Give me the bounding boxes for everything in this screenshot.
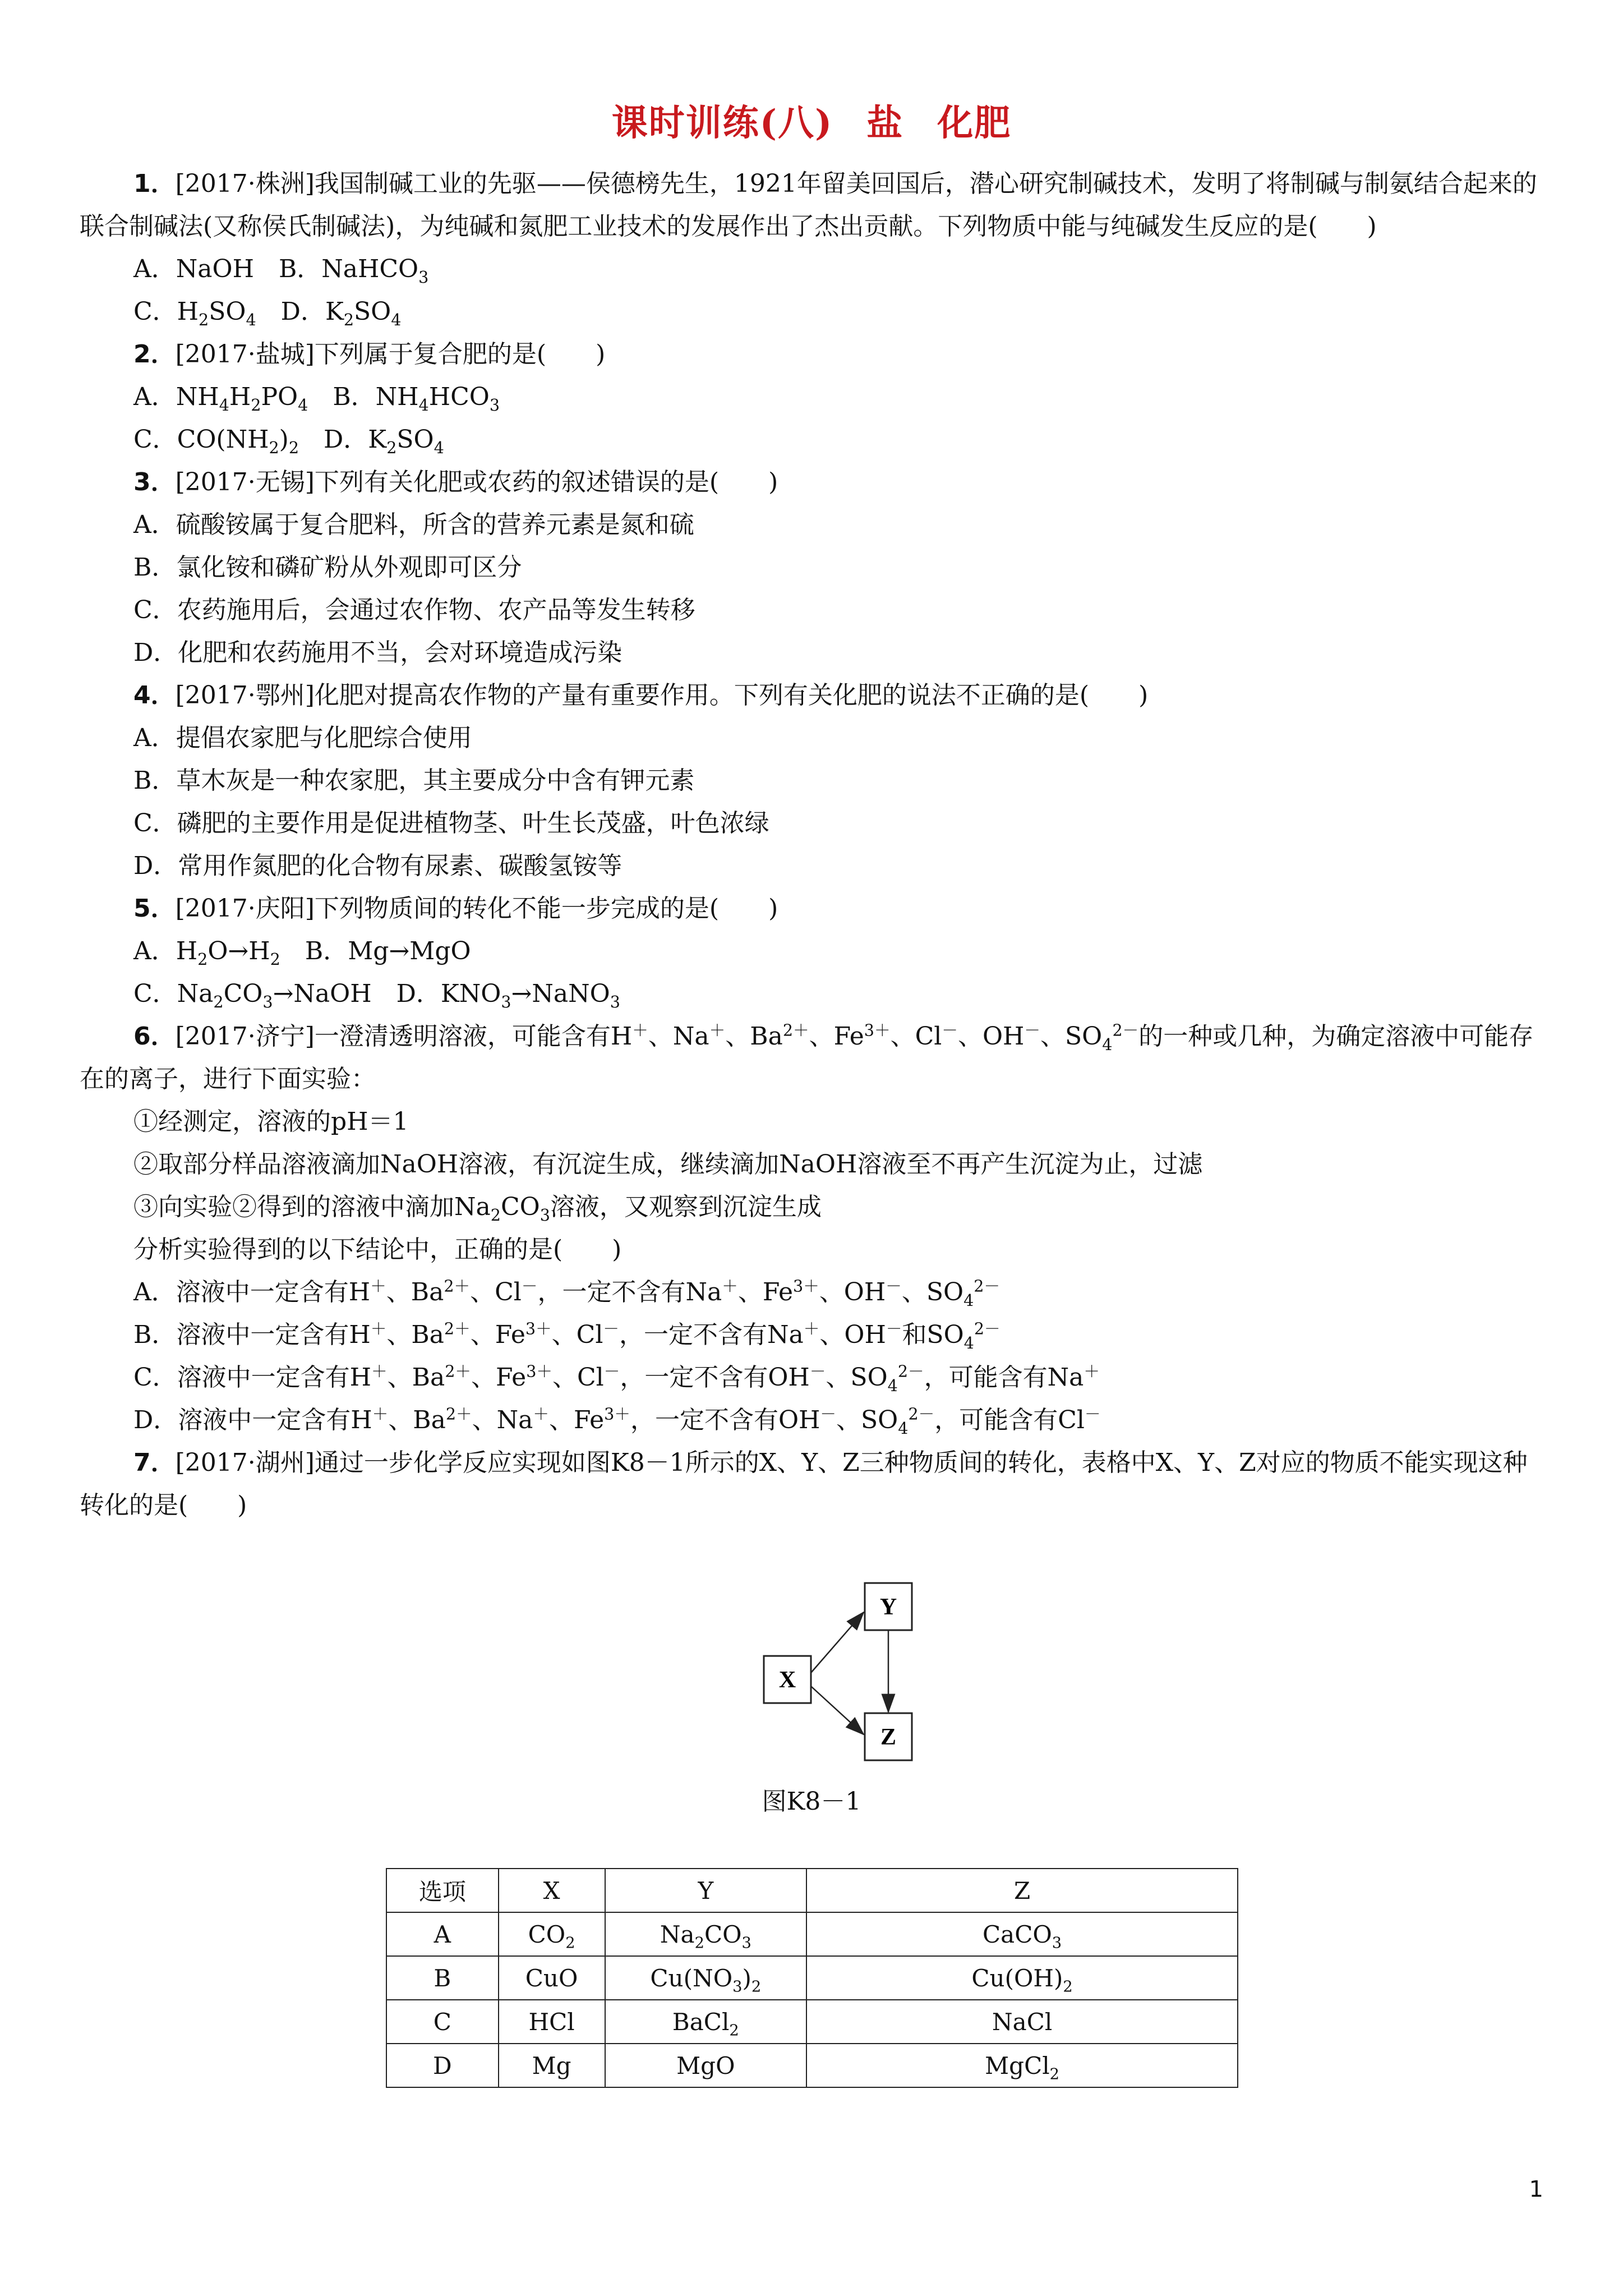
cell-text: Na [660,1920,695,1948]
question-number: 5． [133,894,176,923]
q1-option-d[interactable]: D．K [280,297,344,326]
q6-option-a[interactable]: A．溶液中一定含有H＋、$Ba^{2+}$、Cl－，一定不含有Na＋、$Fe^{3+}$、OH－、$SO_4^{2-}$ [133,1276,1000,1310]
q6-option-d-part3: ，可能含有Cl [934,1406,1085,1434]
q6-step-2: ②取部分样品溶液滴加NaOH溶液，有沉淀生成，继续滴加NaOH溶液至不再产生沉淀为止，过滤 [133,1150,1203,1179]
page-title [0,94,1623,146]
q3-option-a[interactable]: A．硫酸铵属于复合肥料，所含的营养元素是氮和硫 [133,510,694,539]
table-header: Z [806,1869,1238,1912]
q1-option-a[interactable]: A．NaOH [133,255,254,283]
question-text: [2017·无锡]下列有关化肥或农药的叙述错误的是( ) [175,468,778,496]
questions [80,163,1543,1527]
q6-option-c-part1: C．溶液中一定含有H [133,1363,372,1392]
q2-options-ab[interactable]: A．$NH_4H_2PO_4$ B．$NH_4HCO_3$ [133,383,500,415]
table-cell: CuO [499,1956,605,2000]
table-cell: $Na_2CO_3$ [605,1912,807,1956]
q6-option-d[interactable]: D．溶液中一定含有H＋、$Ba^{2+}$、Na＋、$Fe^{3+}$，一定不含有OH－、$SO_4^{2-}$，可能含有Cl－ [133,1404,1101,1438]
arrow-x-to-z [811,1686,864,1734]
cell-text: MgCl [985,2051,1050,2079]
table-cell: Mg [499,2044,605,2087]
q4-option-d[interactable]: D．常用作氮肥的化合物有尿素、碳酸氢铵等 [133,852,623,880]
question-text: [2017·鄂州]化肥对提高农作物的产量有重要作用。下列有关化肥的说法不正确的是( ) [175,681,1149,710]
q5-options-cd[interactable]: C．$Na_2CO_3\to NaOH$ D．$KNO_3\to NaNO_3$ [133,979,620,1011]
q6-conclusion: 分析实验得到的以下结论中，正确的是( ) [133,1235,622,1264]
question-text: [2017·湖州]通过一步化学反应实现如图K8－1所示的X、Y、Z三种物质间的转化，表格中X、Y、Z对应的物质不能实现这种转化的是( ) [80,1448,1528,1520]
subscript: 3 [418,267,429,287]
table-cell: A [386,1912,499,1956]
table-row [386,1956,1238,2000]
subscript: 2 [565,1934,575,1952]
q6-option-a-part2: ，一定不含有Na [537,1278,722,1306]
cell-text: BaCl [672,2008,730,2036]
table-cell: HCl [499,2000,605,2044]
question-number: 6． [133,1022,176,1051]
table-cell: NaCl [806,2000,1238,2044]
cell-text: CaCO [983,1920,1052,1948]
q6-option-c-part2: ，一定不含有OH [620,1363,810,1392]
table-cell: MgCl$_2$ [806,2044,1238,2087]
question-text: [2017·庆阳]下列物质间的转化不能一步完成的是( ) [175,894,778,923]
subscript: 3 [1052,1934,1062,1952]
table-cell: $Cu(NO_3)_2$ [605,1956,807,2000]
question-2 [80,333,1543,376]
table-cell [806,1912,1238,1956]
q6-step-3-a: ③向实验②得到的溶液中滴加Na [133,1193,491,1221]
table-cell: BaCl$_2$ [605,2000,807,2044]
q3-option-d[interactable]: D．化肥和农药施用不当，会对环境造成污染 [133,638,623,667]
question-7 [80,1442,1543,1527]
question-number: 3． [133,468,176,496]
conversion-diagram [757,1576,948,1767]
table-row [386,2044,1238,2087]
q6-option-d-part1: D．溶液中一定含有H [133,1406,372,1434]
q4-option-b[interactable]: B．草木灰是一种农家肥，其主要成分中含有钾元素 [133,766,695,795]
table-header: X [499,1869,605,1912]
question-text: [2017·盐城]下列属于复合肥的是( ) [175,340,606,369]
q2-options-cd[interactable]: C．$CO(NH_2)_2$ D．$K_2SO_4$ [133,425,444,457]
question-3 [80,461,1543,504]
table-header-row [386,1869,1238,1912]
q5-options-ab[interactable]: A．$H_2O\to H_2$ B．Mg→MgO [133,937,471,969]
arrow-x-to-y [811,1612,864,1673]
q3-option-b[interactable]: B．氯化铵和磷矿粉从外观即可区分 [133,553,522,582]
q4-option-c[interactable]: C．磷肥的主要作用是促进植物茎、叶生长茂盛，叶色浓绿 [133,809,769,838]
q1-options-cd[interactable]: C．$H_2SO_4$ D．$K_2SO_4$ [133,297,402,329]
question-text: [2017·株洲]我国制碱工业的先驱——侯德榜先生，1921年留美回国后，潜心研究制碱技术，发明了将制碱与制氨结合起来的联合制碱法(又称侯氏制碱法)，为纯碱和氮肥工业技术的发展作出了杰出贡献。下列物质中能与纯碱发生反应的是( ) [80,169,1537,241]
options-table [386,1868,1238,2088]
figure-caption: 图K8－1 [762,1787,861,1816]
table-header: 选项 [386,1869,499,1912]
node-x-label: X [778,1667,796,1693]
node-y-label: Y [879,1594,897,1620]
table-cell: B [386,1956,499,2000]
question-number: 1． [133,169,176,198]
q6-option-c-part3: ，可能含有Na [924,1363,1084,1392]
table-cell: D [386,2044,499,2087]
q6-option-b[interactable]: B．溶液中一定含有H＋、$Ba^{2+}$、$Fe^{3+}$、Cl－，一定不含有Na＋、OH－和$SO_4^{2-}$ [133,1319,1000,1352]
q1-option-b[interactable]: B．NaHCO [278,255,419,283]
table-header: Y [605,1869,807,1912]
q3-option-c[interactable]: C．农药施用后，会通过农作物、农产品等发生转移 [133,596,695,624]
cell-text: CO [528,1920,566,1948]
question-text: [2017·济宁]一澄清透明溶液，可能含有H [175,1022,633,1051]
q6-step-3: ③向实验②得到的溶液中滴加$Na_2CO_3$溶液，又观察到沉淀生成 [133,1193,822,1225]
q6-step-1: ①经测定，溶液的pH＝1 [133,1107,409,1136]
question-1 [80,163,1543,248]
table-cell: C [386,2000,499,2044]
q4-option-a[interactable]: A．提倡农家肥与化肥综合使用 [133,724,472,752]
table-row [386,2000,1238,2044]
table-cell [499,1912,605,1956]
question-number: 7． [133,1448,176,1477]
question-number: 2． [133,340,176,369]
node-z-label: Z [880,1724,897,1750]
table-cell: MgO [605,2044,807,2087]
cell-text: Cu(NO [650,1964,733,1992]
q6-option-b-part2: ，一定不含有Na [619,1320,804,1349]
q6-option-b-part1: B．溶液中一定含有H [133,1320,371,1349]
q1-option-c[interactable]: C．H [133,297,199,326]
page-number: 1 [1529,2177,1543,2202]
title-part2: 盐 [866,102,904,144]
q6-step-3-b: 溶液，又观察到沉淀生成 [550,1193,822,1221]
q6-option-c[interactable]: C．溶液中一定含有H＋、$Ba^{2+}$、$Fe^{3+}$、Cl－，一定不含有OH－、$SO_4^{2-}$，可能含有Na＋ [133,1361,1100,1395]
q1-options-ab[interactable] [80,248,1543,291]
table-row [386,1912,1238,1956]
question-number: 4． [133,681,176,710]
table-cell: $Cu(OH)_2$ [806,1956,1238,2000]
title-part1: 课时训练(八) [611,102,833,144]
question-6: 6．[2017·济宁]一澄清透明溶液，可能含有H＋、Na＋、$Ba^{2+}$、$Fe^{3+}$、Cl－、OH－、$SO_4^{2-}$的一种或几种，为确定溶液中可能存在的离子，进行下面实验： [80,1020,1534,1093]
question-4 [80,674,1543,717]
q6-option-d-part2: ，一定不含有OH [630,1406,820,1434]
cell-text: Cu(OH) [971,1964,1063,1992]
title-part3: 化肥 [937,102,1012,144]
question-text-cont: 的一种或几种，为确定溶液中可能存在的离子，进行下面实验： [80,1022,1534,1093]
question-5 [80,887,1543,930]
q6-option-a-part1: A．溶液中一定含有H [133,1278,371,1306]
